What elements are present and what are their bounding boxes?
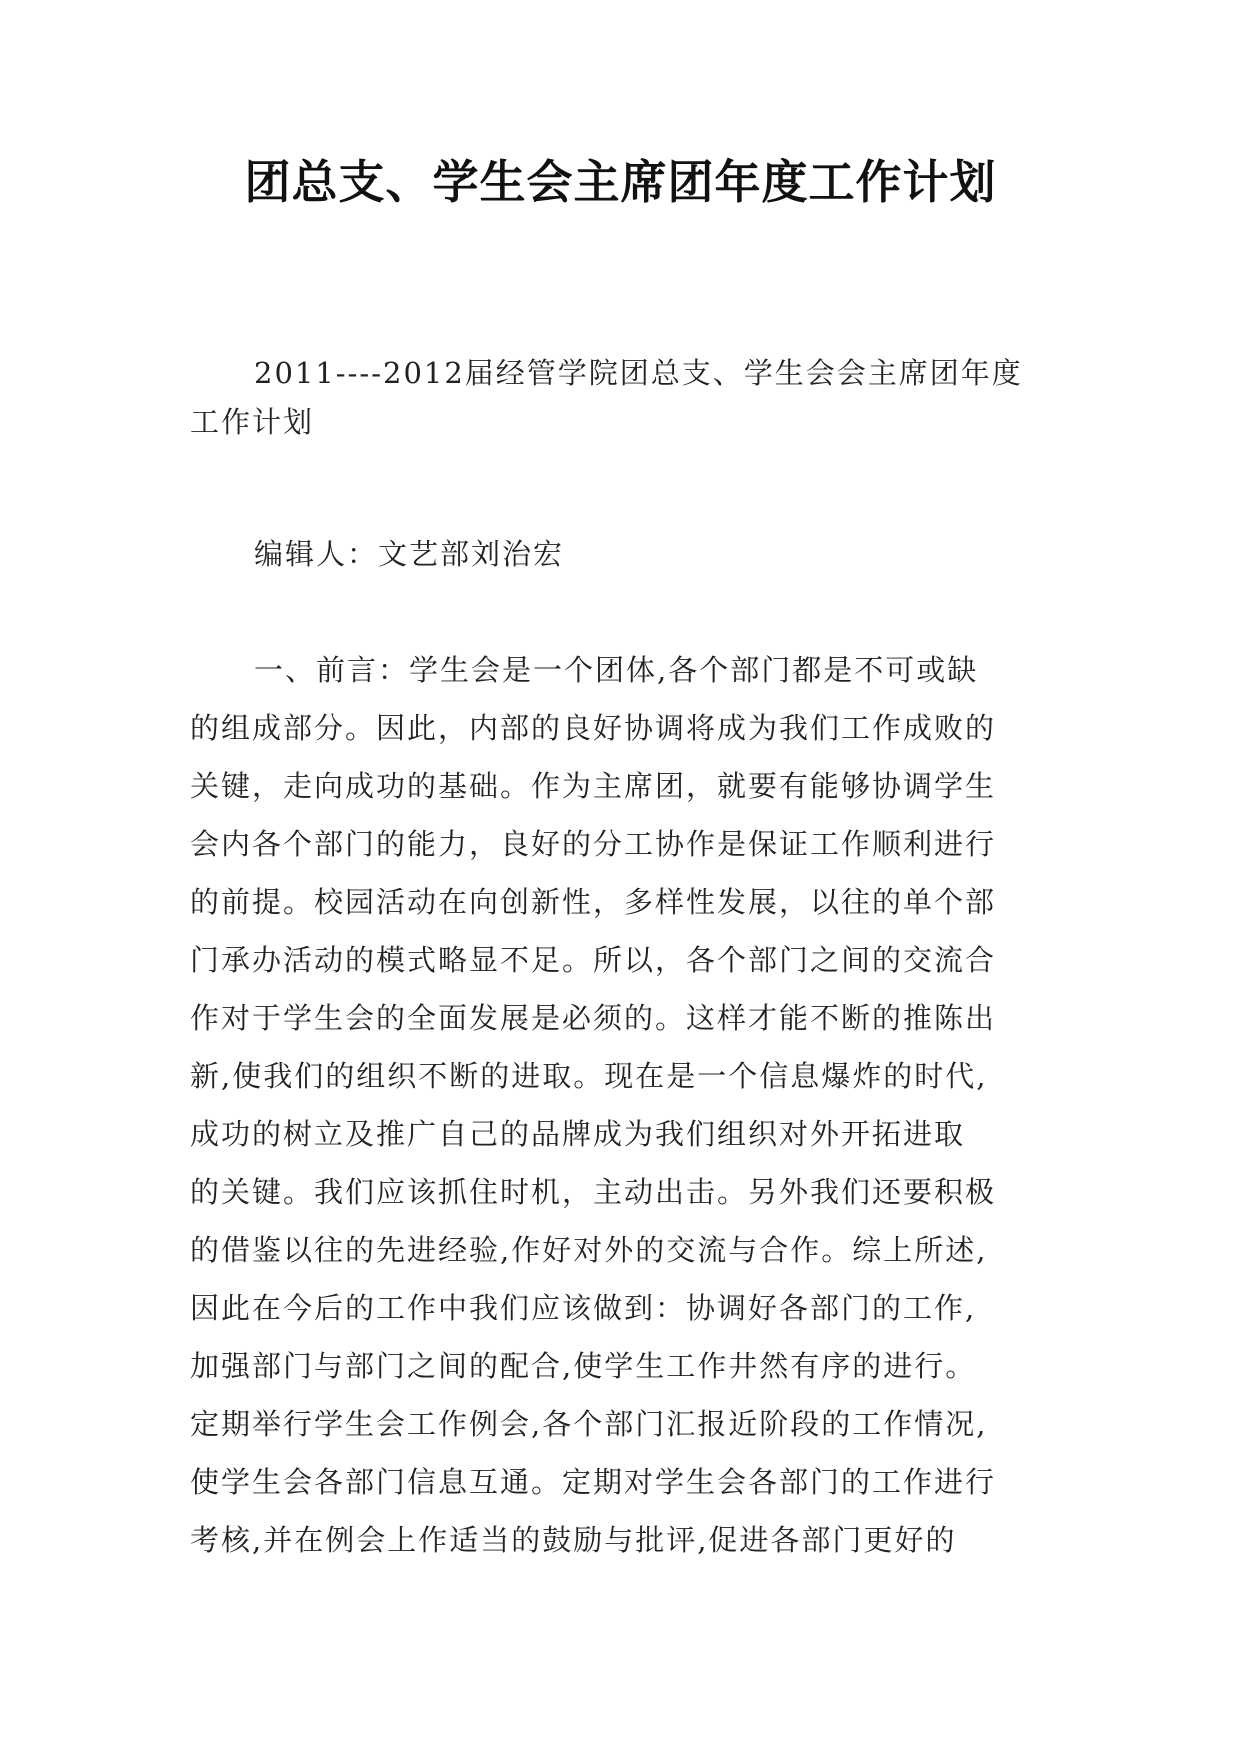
body-line-15: 使学生会各部门信息互通。定期对学生会各部门的工作进行 <box>190 1465 997 1499</box>
body-line-10: 的关键。我们应该抓住时机，主动出击。另外我们还要积极 <box>190 1175 997 1209</box>
body-line-13: 加强部门与部门之间的配合,使学生工作井然有序的进行。 <box>190 1349 977 1383</box>
body-line-7: 作对于学生会的全面发展是必须的。这样才能不断的推陈出 <box>190 1001 997 1035</box>
body-line-16: 考核,并在例会上作适当的鼓励与批评,促进各部门更好的 <box>190 1523 957 1557</box>
body-line-11: 的借鉴以往的先进经验,作好对外的交流与合作。综上所述, <box>190 1233 988 1267</box>
body-line-6: 门承办活动的模式略显不足。所以，各个部门之间的交流合 <box>190 943 997 977</box>
body-line-3: 关键，走向成功的基础。作为主席团，就要有能够协调学生 <box>190 769 997 803</box>
subtitle-line-2: 工作计划 <box>190 405 315 439</box>
body-line-14: 定期举行学生会工作例会,各个部门汇报近阶段的工作情况, <box>190 1407 988 1441</box>
body-line-2: 的组成部分。因此，内部的良好协调将成为我们工作成败的 <box>190 711 997 745</box>
body-line-8: 新,使我们的组织不断的进取。现在是一个信息爆炸的时代, <box>190 1059 988 1093</box>
document-title: 团总支、学生会主席团年度工作计划 <box>244 155 997 209</box>
body-line-9: 成功的树立及推广自己的品牌成为我们组织对外开拓进取 <box>190 1117 966 1151</box>
body-line-5: 的前提。校园活动在向创新性，多样性发展，以往的单个部 <box>190 885 997 919</box>
body-line-1: 一、前言：学生会是一个团体,各个部门都是不可或缺 <box>254 653 979 687</box>
body-line-4: 会内各个部门的能力，良好的分工协作是保证工作顺利进行 <box>190 827 997 861</box>
editor-line: 编辑人：文艺部刘治宏 <box>254 537 565 571</box>
body-line-12: 因此在今后的工作中我们应该做到：协调好各部门的工作, <box>190 1291 977 1325</box>
subtitle-line-1: 2011----2012届经管学院团总支、学生会会主席团年度 <box>254 356 1023 390</box>
